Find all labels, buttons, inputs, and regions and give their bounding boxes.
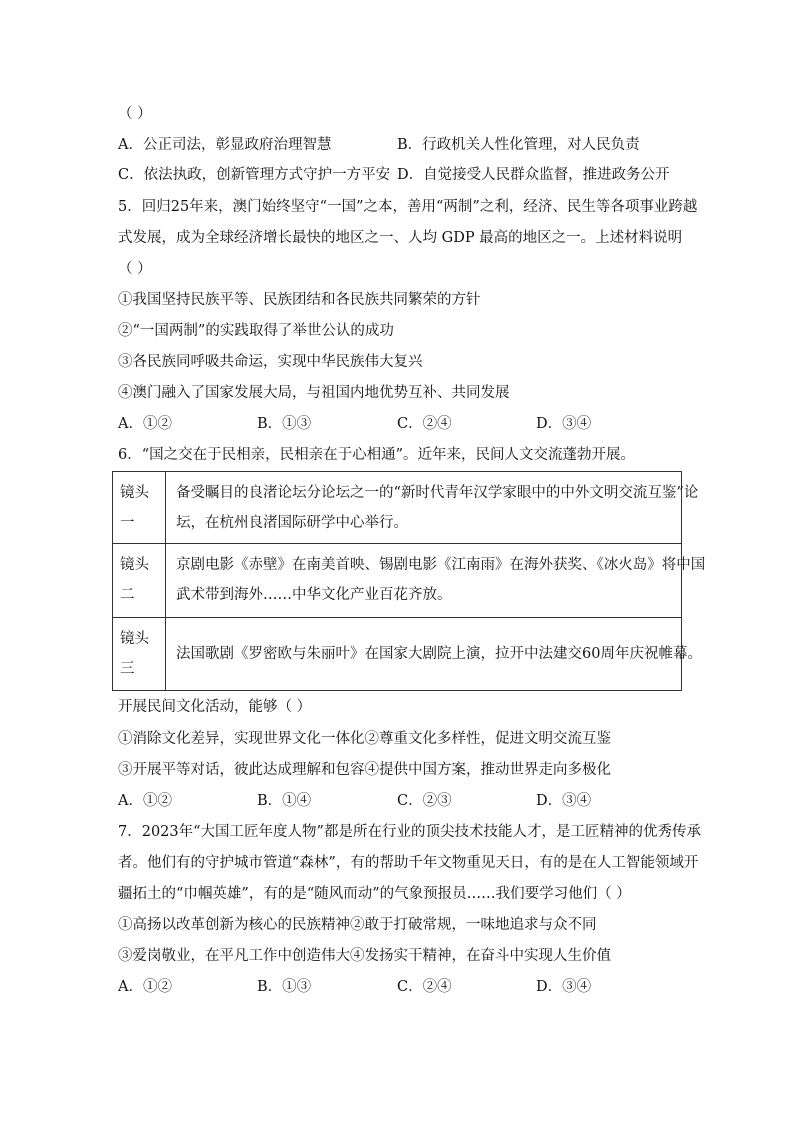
- q4-option-c: C．依法执政，创新管理方式守护一方平安: [118, 167, 391, 183]
- scene-content: 法国歌剧《罗密欧与朱丽叶》在国家大剧院上演，拉开中法建交60周年庆祝帷幕。: [166, 617, 682, 690]
- q5-option-b: B．①③: [257, 416, 312, 432]
- q4-option-d: D．自觉接受人民群众监督，推进政务公开: [397, 167, 670, 183]
- q5-option-c: C．②④: [397, 416, 452, 432]
- q5-item-1: ①我国坚持民族平等、民族团结和各民族共同繁荣的方针: [118, 292, 481, 308]
- scene-label: 镜头 三: [113, 617, 166, 690]
- q5-item-3: ③各民族同呼吸共命运，实现中华民族伟大复兴: [118, 354, 423, 370]
- q6-scenes-table: [112, 471, 706, 691]
- q5-item-2: ②“一国两制”的实践取得了举世公认的成功: [118, 323, 394, 339]
- q6-option-a: A．①②: [118, 793, 172, 809]
- q7-option-d: D．③④: [536, 979, 592, 995]
- q7-option-c: C．②④: [397, 979, 452, 995]
- q6-question: 开展民间文化活动，能够（ ）: [118, 699, 312, 715]
- q4-bracket: （ ）: [118, 106, 152, 122]
- q7-stem-line2: 者。他们有的守护城市管道“森林”，有的帮助千年文物重见天日，有的是在人工智能领域开: [118, 855, 699, 871]
- table-row: [113, 617, 682, 690]
- table-row: [113, 472, 682, 544]
- q4-option-a: A．公正司法，彰显政府治理智慧: [118, 137, 332, 153]
- scene-label: 镜头 二: [113, 544, 166, 617]
- q7-stem-line1: 7．2023年“大国工匠年度人物”都是所在行业的顶尖技术技能人才，是工匠精神的优秀传承: [118, 824, 701, 840]
- scene-content: 备受瞩目的良渚论坛分论坛之一的“新时代青年汉学家眼中的中外文明交流互鉴”论 坛，在杭州良渚国际研学中心举行。: [166, 472, 682, 544]
- q7-items-line2: ③爱岗敬业，在平凡工作中创造伟大④发扬实干精神，在奋斗中实现人生价值: [118, 948, 611, 964]
- q5-option-d: D．③④: [536, 416, 592, 432]
- q6-items-line1: ①消除文化差异，实现世界文化一体化②尊重文化多样性，促进文明交流互鉴: [118, 731, 611, 747]
- q5-item-4: ④澳门融入了国家发展大局，与祖国内地优势互补、共同发展: [118, 385, 510, 401]
- q6-option-c: C．②③: [397, 793, 452, 809]
- q5-stem-line2: 式发展，成为全球经济增长最快的地区之一、人均 GDP 最高的地区之一。上述材料说明: [118, 230, 683, 246]
- scene-label: 镜头 一: [113, 472, 166, 544]
- q7-option-b: B．①③: [257, 979, 312, 995]
- q6-option-b: B．①④: [257, 793, 312, 809]
- q6-items-line2: ③开展平等对话，彼此达成理解和包容④提供中国方案，推动世界走向多极化: [118, 762, 611, 778]
- q7-option-a: A．①②: [118, 979, 172, 995]
- scene-content: 京剧电影《赤壁》在南美首映、锡剧电影《江南雨》在海外获奖、《冰火岛》将中国 武术带到海外……中华文化产业百花齐放。: [166, 544, 682, 617]
- q4-option-b: B．行政机关人性化管理，对人民负责: [397, 137, 640, 153]
- q7-stem-line3: 疆拓土的“巾帼英雄”，有的是“随风而动”的气象预报员……我们要学习他们（ ）: [118, 886, 631, 902]
- q5-stem-line1: 5．回归25年来，澳门始终坚守“一国”之本，善用“两制”之利，经济、民生等各项事业跨越: [118, 199, 698, 215]
- q7-items-line1: ①高扬以改革创新为核心的民族精神②敢于打破常规，一味地追求与众不同: [118, 917, 597, 933]
- q5-bracket: （ ）: [118, 261, 152, 277]
- q6-stem: 6．“国之交在于民相亲，民相亲在于心相通”。近年来，民间人文交流蓬勃开展。: [118, 447, 636, 463]
- q5-option-a: A．①②: [118, 416, 172, 432]
- q6-option-d: D．③④: [536, 793, 592, 809]
- table-row: [113, 544, 682, 617]
